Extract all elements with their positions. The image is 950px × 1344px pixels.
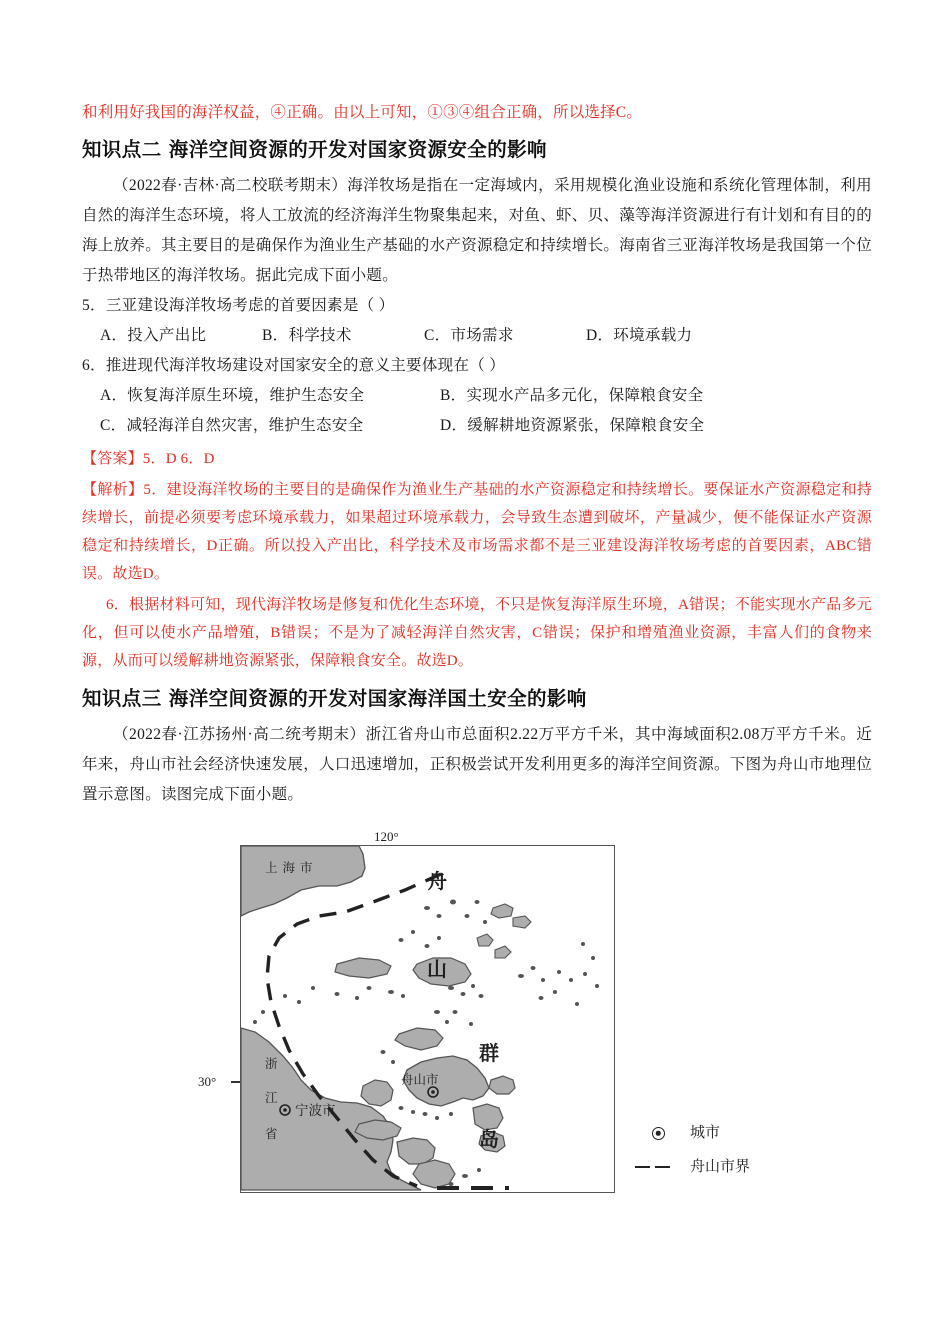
question-5-line [82, 291, 872, 321]
map-label-zhejiang-1: 浙 [265, 1056, 278, 1071]
section-heading-knowledge-point-three: 知识点三 海洋空间资源的开发对国家海洋国土安全的影响 [82, 687, 587, 710]
map-label-archipelago-2: 山 [427, 957, 447, 981]
island-north-east-pair-left [477, 934, 493, 946]
zhoushan-location-map [198, 829, 751, 1193]
question-6-line [82, 351, 872, 381]
map-label-archipelago-3: 群 [479, 1041, 499, 1065]
legend-label-boundary: 舟山市界 [690, 1159, 751, 1175]
question-6-option-c[interactable]: C．减轻海洋自然灾害，维护生态安全 [100, 417, 364, 434]
map-landmasses [241, 846, 599, 1190]
island-north-central-strip [335, 958, 391, 978]
map-label-archipelago-4: 岛 [479, 1127, 499, 1151]
legend-row-city [632, 1116, 802, 1150]
city-marker-icon [632, 1127, 684, 1140]
passage-text-zhoushan: （2022春·江苏扬州·高二统考期末）浙江省舟山市总面积2.22万平方千米，其中海域面积2.08万平方千米。近年来，舟山市社会经济快速发展，人口迅速增加，正积极尝试开发利用更多的海洋空间资源。下图为舟山市地理位置示意图。读图完成下面小题。 [82, 726, 873, 803]
island-far-east-b [513, 916, 531, 928]
document-content [82, 100, 872, 810]
passage-text-marine-ranch: （2022春·吉林·高二校联考期末）海洋牧场是指在一定海域内，采用规模化渔业设施和系统化管理体制，利用自然的海洋生态环境，将人工放流的经济海洋生物聚集起来，对鱼、虾、贝、藻等海洋资源进行有计划和有目的的海上放养。其主要目的是确保作为渔业生产基础的水产资源稳定和持续增长。海南省三亚海洋牧场是我国第一个位于热带地区的海洋牧场。据此完成下面小题。 [82, 177, 873, 284]
island-west-of-main [361, 1080, 393, 1106]
map-latitude-label: 30° [198, 1074, 217, 1089]
map-frame [240, 845, 615, 1193]
island-south-large [397, 1138, 435, 1164]
legend-label-city: 城市 [690, 1125, 721, 1141]
question-6-stem: 推进现代海洋牧场建设对国家安全的意义主要体现在（ ） [105, 357, 506, 374]
question-5-options [82, 321, 872, 351]
map-label-zhejiang-3: 省 [265, 1126, 278, 1141]
map-label-ningbo: 宁波市 [295, 1103, 336, 1119]
dashed-boundary-icon [632, 1166, 684, 1168]
question-6-option-b[interactable]: B．实现水产品多元化，保障粮食安全 [440, 387, 704, 404]
explanation-question-6: 6．根据材料可知，现代海洋牧场是修复和优化生态环境，不只是恢复海洋原生环境，A错误；不能实现水产品多元化，但可以使水产品增殖，B错误；不是为了减轻海洋自然灾害，C错误；保护和增殖渔业资源，丰富人们的食物来源，从而可以缓解耕地资源紧张，保障粮食安全。故选D。 [82, 597, 872, 669]
map-label-shanghai: 上海市 [265, 860, 318, 875]
question-5-option-a[interactable]: A．投入产出比 [100, 327, 207, 344]
question-5-option-d[interactable]: D．环境承载力 [586, 327, 693, 344]
question-6-option-a[interactable]: A．恢复海洋原生环境，维护生态安全 [100, 387, 365, 404]
map-svg [241, 846, 614, 1192]
island-north-east-pair-right [495, 946, 511, 958]
question-6-number: 6． [82, 357, 106, 374]
map-longitude-label: 120° [374, 829, 399, 844]
map-label-zhejiang-2: 江 [265, 1090, 278, 1105]
question-5-option-c[interactable]: C．市场需求 [424, 327, 514, 344]
map-label-archipelago-1: 舟 [427, 869, 447, 893]
island-east-of-main [489, 1076, 515, 1094]
answer-line-5-6: 【答案】5．D 6．D [82, 451, 215, 467]
section-heading-knowledge-point-two: 知识点二 海洋空间资源的开发对国家资源安全的影响 [82, 138, 547, 161]
question-5-number: 5． [82, 297, 106, 314]
map-label-zhoushan-city: 舟山市 [401, 1072, 439, 1087]
map-text-labels [265, 860, 499, 1151]
question-6-options-row-1 [82, 381, 872, 411]
island-far-east-a [491, 904, 513, 918]
shanghai-landmass [241, 846, 365, 916]
map-legend [632, 1116, 802, 1184]
explanation-question-5: 【解析】5．建设海洋牧场的主要目的是确保作为渔业生产基础的水产资源稳定和持续增长。要保证水产资源稳定和持续增长，前提必须要考虑环境承载力，如果超过环境承载力，会导致生态遭到破坏，产量减少，便不能保证水产资源稳定和持续增长，D正确。所以投入产出比，科学技术及市场需求都不是三亚建设海洋牧场考虑的首要因素，ABC错误。故选D。 [82, 482, 872, 582]
legend-row-boundary [632, 1150, 802, 1184]
continuation-red-line: 和利用好我国的海洋权益，④正确。由以上可知，①③④组合正确，所以选择C。 [82, 104, 643, 121]
question-6-option-d[interactable]: D．缓解耕地资源紧张，保障粮食安全 [440, 417, 705, 434]
question-5-stem: 三亚建设海洋牧场考虑的首要因素是（ ） [105, 297, 395, 314]
question-6-options-row-2 [82, 411, 872, 441]
island-zhujiajian [395, 1028, 443, 1050]
question-5-option-b[interactable]: B．科学技术 [262, 327, 352, 344]
